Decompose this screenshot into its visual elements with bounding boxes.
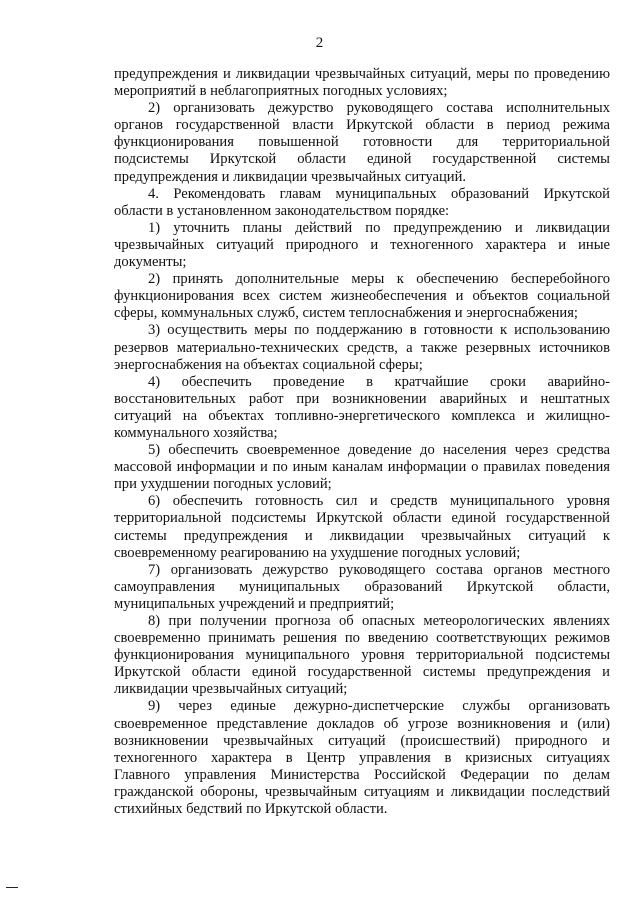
document-body: [114, 66, 610, 818]
text-line: документы;: [114, 254, 187, 271]
text-line: предупреждения и ликвидации чрезвычайных ситуаций.: [114, 168, 467, 185]
text-line: территориальной подсистемы Иркутской области единой государственной: [114, 510, 610, 527]
text-line: предупреждения и ликвидации чрезвычайных ситуаций, меры по проведению: [114, 66, 610, 82]
paragraph: [114, 220, 610, 271]
text-line: 9) через единые дежурно-диспетчерские службы организовать: [148, 698, 610, 715]
paragraph: [114, 698, 610, 818]
text-line: сферы, коммунальных служб, систем теплоснабжения и энергоснабжения;: [114, 305, 578, 322]
text-line: функционирования всех систем жизнеобеспечения и объектов социальной: [114, 288, 610, 305]
text-line: подсистемы Иркутской области единой государственной системы: [114, 151, 610, 168]
text-line: чрезвычайных ситуаций природного и техногенного характера и иные: [114, 236, 610, 253]
text-line: массовой информации и по иным каналам информации о правилах поведения: [114, 459, 610, 476]
text-line: органов государственной власти Иркутской области в период режима: [114, 117, 610, 134]
paragraph: [114, 66, 610, 100]
text-line: области в установленном законодательством порядке:: [114, 202, 450, 219]
paragraph: [114, 322, 610, 373]
text-line: энергоснабжения на объектах социальной сферы;: [114, 356, 423, 373]
text-line: 8) при получении прогноза об опасных метеорологических явлениях: [148, 613, 610, 629]
paragraph: [114, 374, 610, 442]
text-line: Главного управления Министерства Российской Федерации по делам: [114, 766, 610, 783]
text-line: мероприятий в неблагоприятных погодных условиях;: [114, 83, 448, 100]
text-line: возникновении чрезвычайных ситуаций (происшествий) природного и: [114, 732, 610, 749]
text-line: 1) уточнить планы действий по предупреждению и ликвидации: [148, 219, 610, 236]
text-line: техногенного характера в Центр управления в кризисных ситуациях: [114, 749, 610, 766]
paragraph: [114, 271, 610, 322]
paragraph: [114, 100, 610, 185]
paragraph: [114, 493, 610, 561]
text-line: своевременное представление докладов об угрозе возникновения и (или): [114, 715, 610, 732]
text-line: 4. Рекомендовать главам муниципальных образований Иркутской: [148, 185, 610, 202]
text-line: коммунального хозяйства;: [114, 424, 278, 441]
text-line: Иркутской области единой государственной системы предупреждения и: [114, 664, 610, 681]
text-line: своевременному реагированию на ухудшение погодных условий;: [114, 544, 521, 561]
text-line: 3) осуществить меры по поддержанию в готовности к использованию: [148, 322, 610, 339]
text-line: 6) обеспечить готовность сил и средств муниципального уровня: [148, 493, 610, 510]
paragraph: [114, 442, 610, 493]
text-line: ситуаций на объектах топливно-энергетического комплекса и жилищно-: [114, 407, 610, 424]
text-line: при ухудшении погодных условий;: [114, 476, 332, 493]
text-line: восстановительных работ при возникновении аварийных и нештатных: [114, 390, 610, 407]
text-line: стихийных бедствий по Иркутской области.: [114, 801, 388, 818]
text-line: ликвидации чрезвычайных ситуаций;: [114, 681, 348, 698]
paragraph: [114, 562, 610, 613]
text-line: гражданской обороны, чрезвычайным ситуациям и ликвидации последствий: [114, 783, 610, 800]
text-line: 7) организовать дежурство руководящего состава органов местного: [148, 561, 610, 578]
paragraph: [114, 186, 610, 220]
text-line: 5) обеспечить своевременное доведение до населения через средства: [148, 442, 610, 459]
text-line: 2) принять дополнительные меры к обеспечению бесперебойного: [148, 271, 610, 288]
paragraph: [114, 613, 610, 698]
text-line: муниципальных учреждений и предприятий;: [114, 595, 395, 612]
text-line: своевременно принимать решения по введению соответствующих режимов: [114, 630, 610, 647]
text-line: 4) обеспечить проведение в кратчайшие сроки аварийно-: [148, 373, 610, 390]
text-line: функционирования муниципального уровня территориальной подсистемы: [114, 647, 610, 664]
text-line: функционирования повышенной готовности для территориальной: [114, 134, 610, 151]
text-line: резервов материально-технических средств, а также резервных источников: [114, 339, 610, 356]
text-line: системы предупреждения и ликвидации чрезвычайных ситуаций к: [114, 527, 610, 544]
text-line: самоуправления муниципальных образований Иркутской области,: [114, 578, 610, 595]
page-number: 2: [315, 35, 324, 51]
text-line: 2) организовать дежурство руководящего состава исполнительных: [148, 100, 610, 117]
margin-mark: [6, 887, 18, 888]
